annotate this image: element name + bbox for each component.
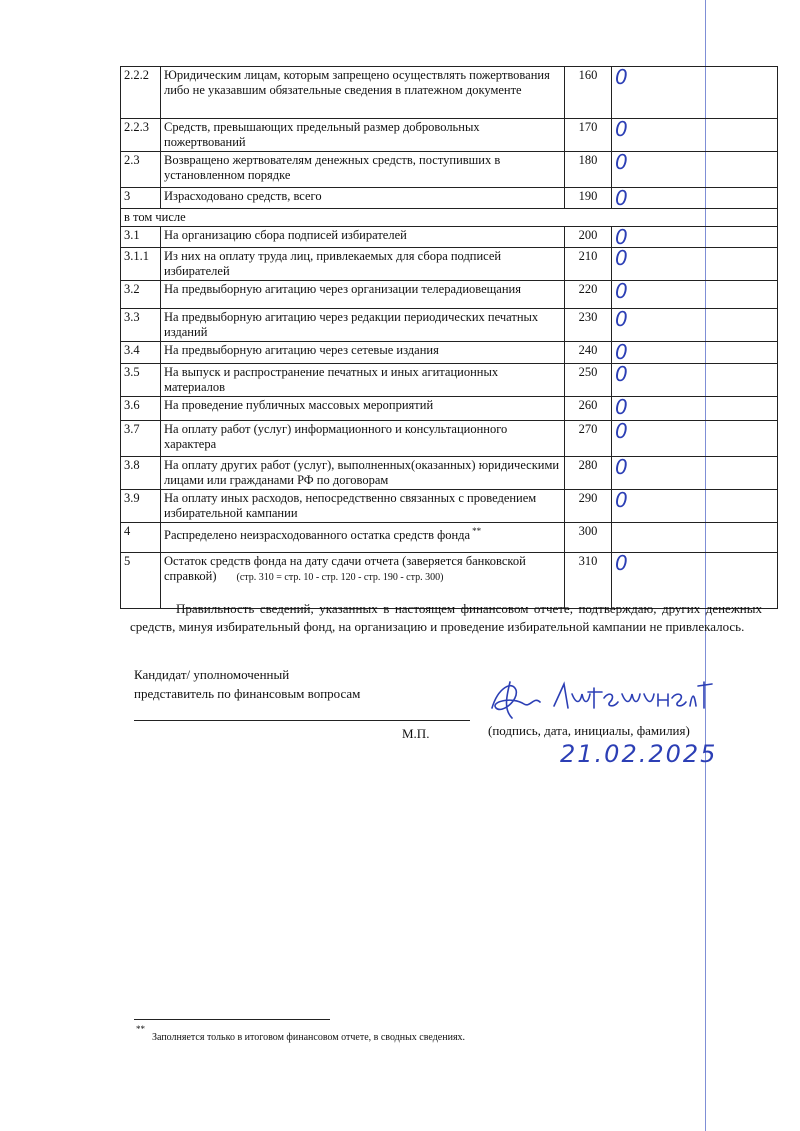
handwritten-signature [482,668,722,728]
row-name-cell [161,188,565,209]
table-row [121,227,778,248]
table-row [121,119,778,152]
row-line-number: 180 [565,152,612,188]
row-code: 3.6 [121,397,161,421]
row-amount: 0 [612,364,778,397]
row-name: Юридическим лицам, которым запрещено осуществлять пожертвования либо не указавшим обязательные сведения в платежном документе [164,68,550,97]
table-row [121,364,778,397]
table-row [121,209,778,227]
row-amount: 0 [612,281,778,309]
row-amount: 0 [612,309,778,342]
row-name: На выпуск и распространение печатных и иных агитационных материалов [164,365,499,394]
row-amount: 0 [612,397,778,421]
footnote-mark: ** [136,1024,145,1034]
row-line-number: 210 [565,248,612,281]
row-name-cell [161,119,565,152]
row-name: Остаток средств фонда на дату сдачи отчета (заверяется банковской справкой) [164,554,526,583]
row-name: На проведение публичных массовых мероприятий [164,398,434,412]
row-line-number: 220 [565,281,612,309]
row-code: 3 [121,188,161,209]
row-line-number: 280 [565,457,612,490]
row-code: 5 [121,553,161,609]
row-line-number: 160 [565,67,612,119]
signatory-role-line2: представитель по финансовым вопросам [134,686,361,701]
row-name: Возвращено жертвователям денежных средств, поступивших в установленном порядке [164,153,501,182]
footnote-text: Заполняется только в итоговом финансовом отчете, в сводных сведениях. [152,1032,466,1043]
footnote-separator [134,1019,330,1020]
statement-text: Правильность сведений, указанных в настоящем финансовом отчете, подтверждаю, других денежных средств, минуя избирательный фонд, на организацию и проведение избирательной кампании не привлекалось. [130,601,762,634]
row-name: На предвыборную агитацию через редакции периодических печатных изданий [164,310,539,339]
row-amount: 0 [612,119,778,152]
row-name: Израсходовано средств, всего [164,189,322,203]
row-amount: 0 [612,248,778,281]
row-name-cell [161,152,565,188]
row-name-cell [161,523,565,553]
row-code: 3.3 [121,309,161,342]
row-name: Из них на оплату труда лиц, привлекаемых для сбора подписей избирателей [164,249,502,278]
table-row [121,397,778,421]
table-row [121,152,778,188]
table-row [121,67,778,119]
row-name: На оплату других работ (услуг), выполненных(оказанных) юридическими лицами или гражданами РФ по договорам [164,458,560,487]
row-amount: 0 [612,421,778,457]
row-name-cell [161,342,565,364]
footnote-ref: ** [472,526,482,536]
row-line-number: 170 [565,119,612,152]
row-code: 3.1 [121,227,161,248]
row-line-number: 230 [565,309,612,342]
row-amount: 0 [612,342,778,364]
row-code: 4 [121,523,161,553]
row-code: 3.2 [121,281,161,309]
row-name-cell [161,457,565,490]
row-amount: 0 [612,152,778,188]
row-name-cell [161,227,565,248]
row-line-number: 240 [565,342,612,364]
stamp-place-label: М.П. [402,726,430,741]
signature-line [134,720,470,721]
row-name-cell [161,67,565,119]
row-name-cell [161,309,565,342]
table-row [121,457,778,490]
row-name: На предвыборную агитацию через сетевые издания [164,343,439,357]
row-formula: (стр. 310 = стр. 10 - стр. 120 - стр. 190 - стр. 300) [236,572,444,583]
row-line-number: 290 [565,490,612,523]
row-line-number: 190 [565,188,612,209]
finance-report-table [120,66,778,609]
row-name: Средств, превышающих предельный размер добровольных пожертвований [164,120,480,149]
row-code: 3.8 [121,457,161,490]
signatory-role-line1: Кандидат/ уполномоченный [134,667,290,682]
row-name-cell [161,281,565,309]
row-name: На предвыборную агитацию через организации телерадиовещания [164,282,521,296]
row-line-number: 200 [565,227,612,248]
row-line-number: 310 [565,553,612,609]
row-line-number: 260 [565,397,612,421]
row-name-cell [161,397,565,421]
row-amount: 0 [612,553,778,609]
table-row [121,188,778,209]
row-code: 3.5 [121,364,161,397]
row-amount: 0 [612,490,778,523]
row-name: Распределено неизрасходованного остатка средств фонда [164,528,471,543]
row-line-number: 270 [565,421,612,457]
row-amount: 0 [612,188,778,209]
signature-caption: (подпись, дата, инициалы, фамилия) [488,723,690,738]
row-amount: 0 [612,227,778,248]
table-row [121,421,778,457]
row-code: 2.2.2 [121,67,161,119]
table-row [121,281,778,309]
handwritten-date: 21.02.2025 [560,740,718,768]
row-amount [612,523,778,553]
row-amount: 0 [612,67,778,119]
row-line-number: 250 [565,364,612,397]
row-name-cell [161,248,565,281]
row-name: На организацию сбора подписей избирателей [164,228,407,242]
row-name-cell [161,364,565,397]
row-name: На оплату иных расходов, непосредственно связанных с проведением избирательной кампании [164,491,537,520]
table-row [121,248,778,281]
table-row [121,309,778,342]
row-code: 2.3 [121,152,161,188]
row-name-cell [161,421,565,457]
table-row [121,523,778,553]
section-subheader: в том числе [121,209,778,227]
table-row [121,342,778,364]
table-row [121,490,778,523]
signatory-role [134,665,360,703]
row-code: 3.7 [121,421,161,457]
row-name-cell [161,490,565,523]
row-code: 3.1.1 [121,248,161,281]
row-code: 3.4 [121,342,161,364]
row-code: 3.9 [121,490,161,523]
row-name: На оплату работ (услуг) информационного и консультационного характера [164,422,508,451]
row-amount: 0 [612,457,778,490]
row-line-number: 300 [565,523,612,553]
row-code: 2.2.3 [121,119,161,152]
